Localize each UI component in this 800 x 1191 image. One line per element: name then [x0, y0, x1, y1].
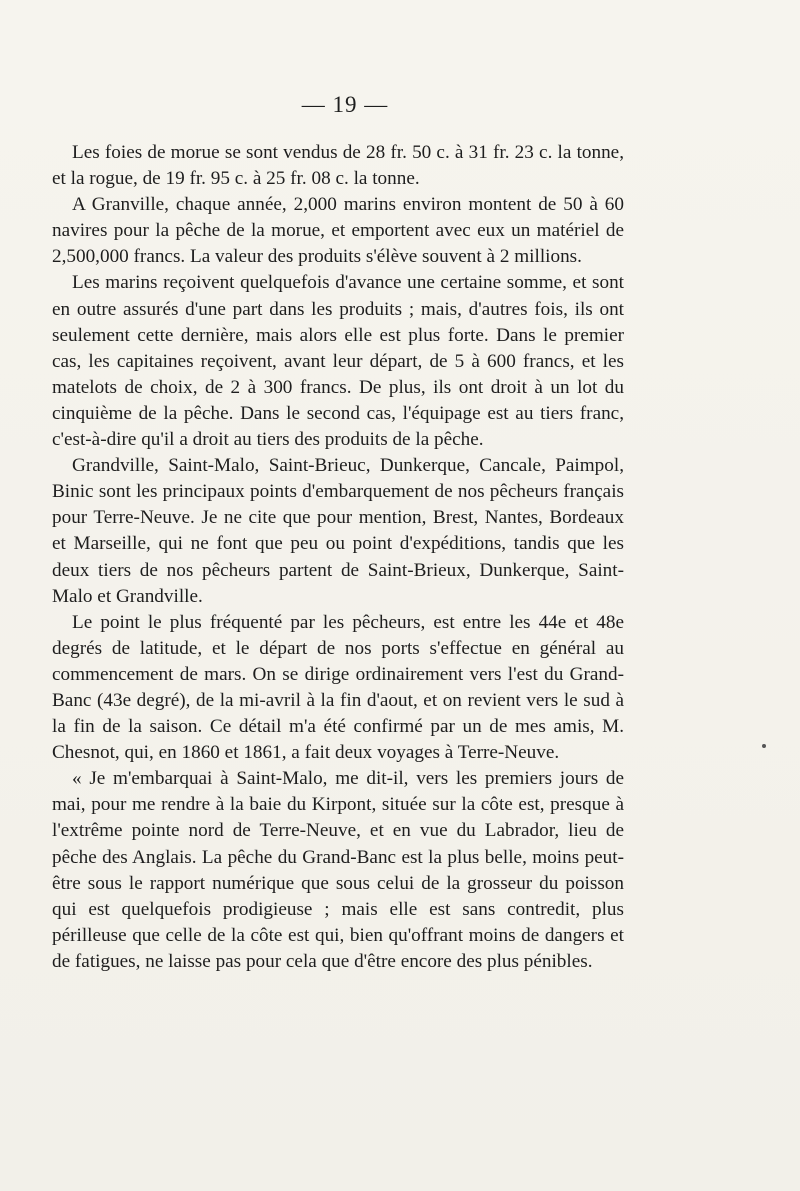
- paragraph: Grandville, Saint-Malo, Saint-Brieuc, Dunkerque, Cancale, Paimpol, Binic sont les principaux points d'embarquement de nos pêcheurs français pour Terre-Neuve. Je ne cite que pour mention, Brest, Nantes, Bordeaux et Marseille, qui ne font que peu ou point d'expéditions, tandis que les deux tiers de nos pêcheurs partent de Saint-Brieux, Dunkerque, Saint-Malo et Grandville.: [52, 455, 624, 607]
- paragraph: Le point le plus fréquenté par les pêcheurs, est entre les 44e et 48e degrés de latitude, et le départ de nos ports s'effectue en général au commencement de mars. On se dirige ordinairement vers l'est du Grand-Banc (43e degré), de la mi-avril à la fin d'aout, et on revient vers le sud à la fin de la saison. Ce détail m'a été confirmé par un de mes amis, M. Chesnot, qui, en 1860 et 1861, a fait deux voyages à Terre-Neuve.: [52, 611, 624, 764]
- paragraph: A Granville, chaque année, 2,000 marins environ montent de 50 à 60 navires pour la pêche de la morue, et emportent avec eux un matériel de 2,500,000 francs. La valeur des produits s'élève souvent à 2 millions.: [52, 194, 624, 268]
- ink-speck: [762, 744, 766, 748]
- paragraph: Les foies de morue se sont vendus de 28 fr. 50 c. à 31 fr. 23 c. la tonne, et la rogue, de 19 fr. 95 c. à 25 fr. 08 c. la tonne.: [52, 142, 624, 190]
- body-text: [52, 140, 624, 975]
- page-number: — 19 —: [301, 92, 389, 117]
- paragraph: « Je m'embarquai à Saint-Malo, me dit-il, vers les premiers jours de mai, pour me rendre à la baie du Kirpont, située sur la côte est, presque à l'extrême pointe nord de Terre-Neuve, et en vue du Labrador, lieu de pêche des Anglais. La pêche du Grand-Banc est la plus belle, moins peut-être sous le rapport numérique que sous celui de la grosseur du poisson qui est quelquefois prodigieuse ; mais elle est sans contredit, plus périlleuse que celle de la côte est qui, bien qu'offrant moins de dangers et de fatigues, ne laisse pas pour cela que d'être encore des plus pénibles.: [52, 768, 624, 972]
- paragraph: Les marins reçoivent quelquefois d'avance une certaine somme, et sont en outre assurés d'une part dans les produits ; mais, d'autres fois, ils ont seulement cette dernière, mais alors elle est plus forte. Dans le premier cas, les capitaines reçoivent, avant leur départ, de 5 à 600 francs, et les matelots de choix, de 2 à 300 francs. De plus, ils ont droit à un lot du cinquième de la pêche. Dans le second cas, l'équipage est au tiers franc, c'est-à-dire qu'il a droit au tiers des produits de la pêche.: [52, 272, 624, 451]
